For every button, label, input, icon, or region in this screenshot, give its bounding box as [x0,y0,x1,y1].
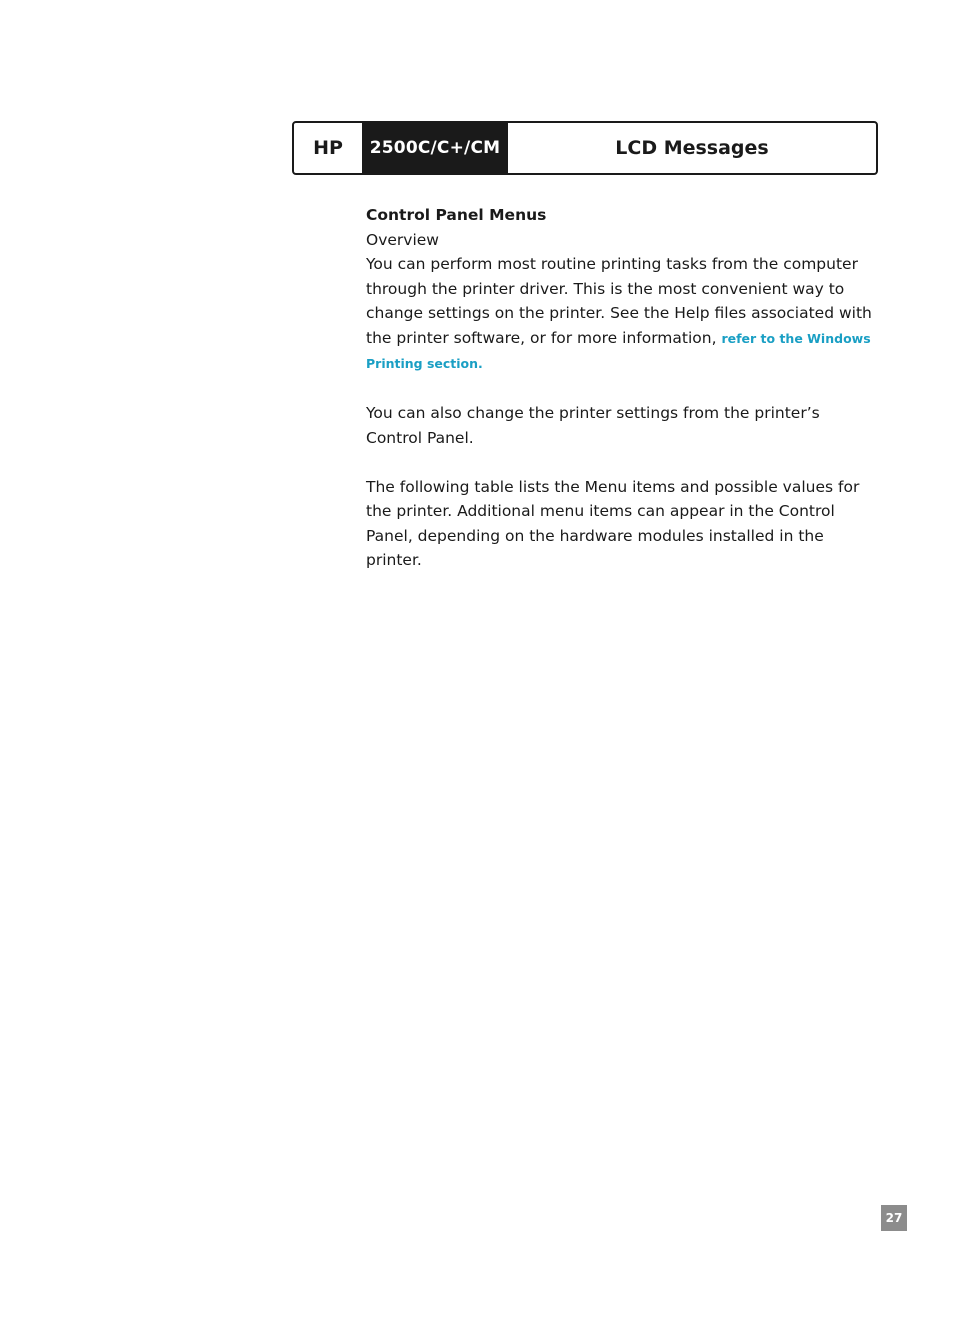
section-subtitle: Overview [366,230,439,249]
header-brand: HP [313,137,343,159]
header-model: 2500C/C+/CM [362,123,508,173]
header-title: LCD Messages [615,137,769,159]
page-header [292,121,878,175]
main-content [366,203,876,573]
section-title: Control Panel Menus [366,206,547,224]
page-number: 27 [881,1205,907,1231]
paragraph-intro-text: You can perform most routine printing tasks from the computer through the printer driver. This is the most convenient way to change settings on the printer. See the Help files associated with the printer software, or for more information, [366,255,872,347]
paragraph-control-panel: You can also change the printer settings from the printer’s Control Panel. [366,404,820,447]
windows-printing-link[interactable]: refer to the Windows Printing section. [366,330,871,371]
paragraph-intro [366,252,876,377]
paragraph-menu-table: The following table lists the Menu items and possible values for the printer. Additional menu items can appear in the Control Panel, depending on the hardware modules installed in the printer. [366,477,860,569]
